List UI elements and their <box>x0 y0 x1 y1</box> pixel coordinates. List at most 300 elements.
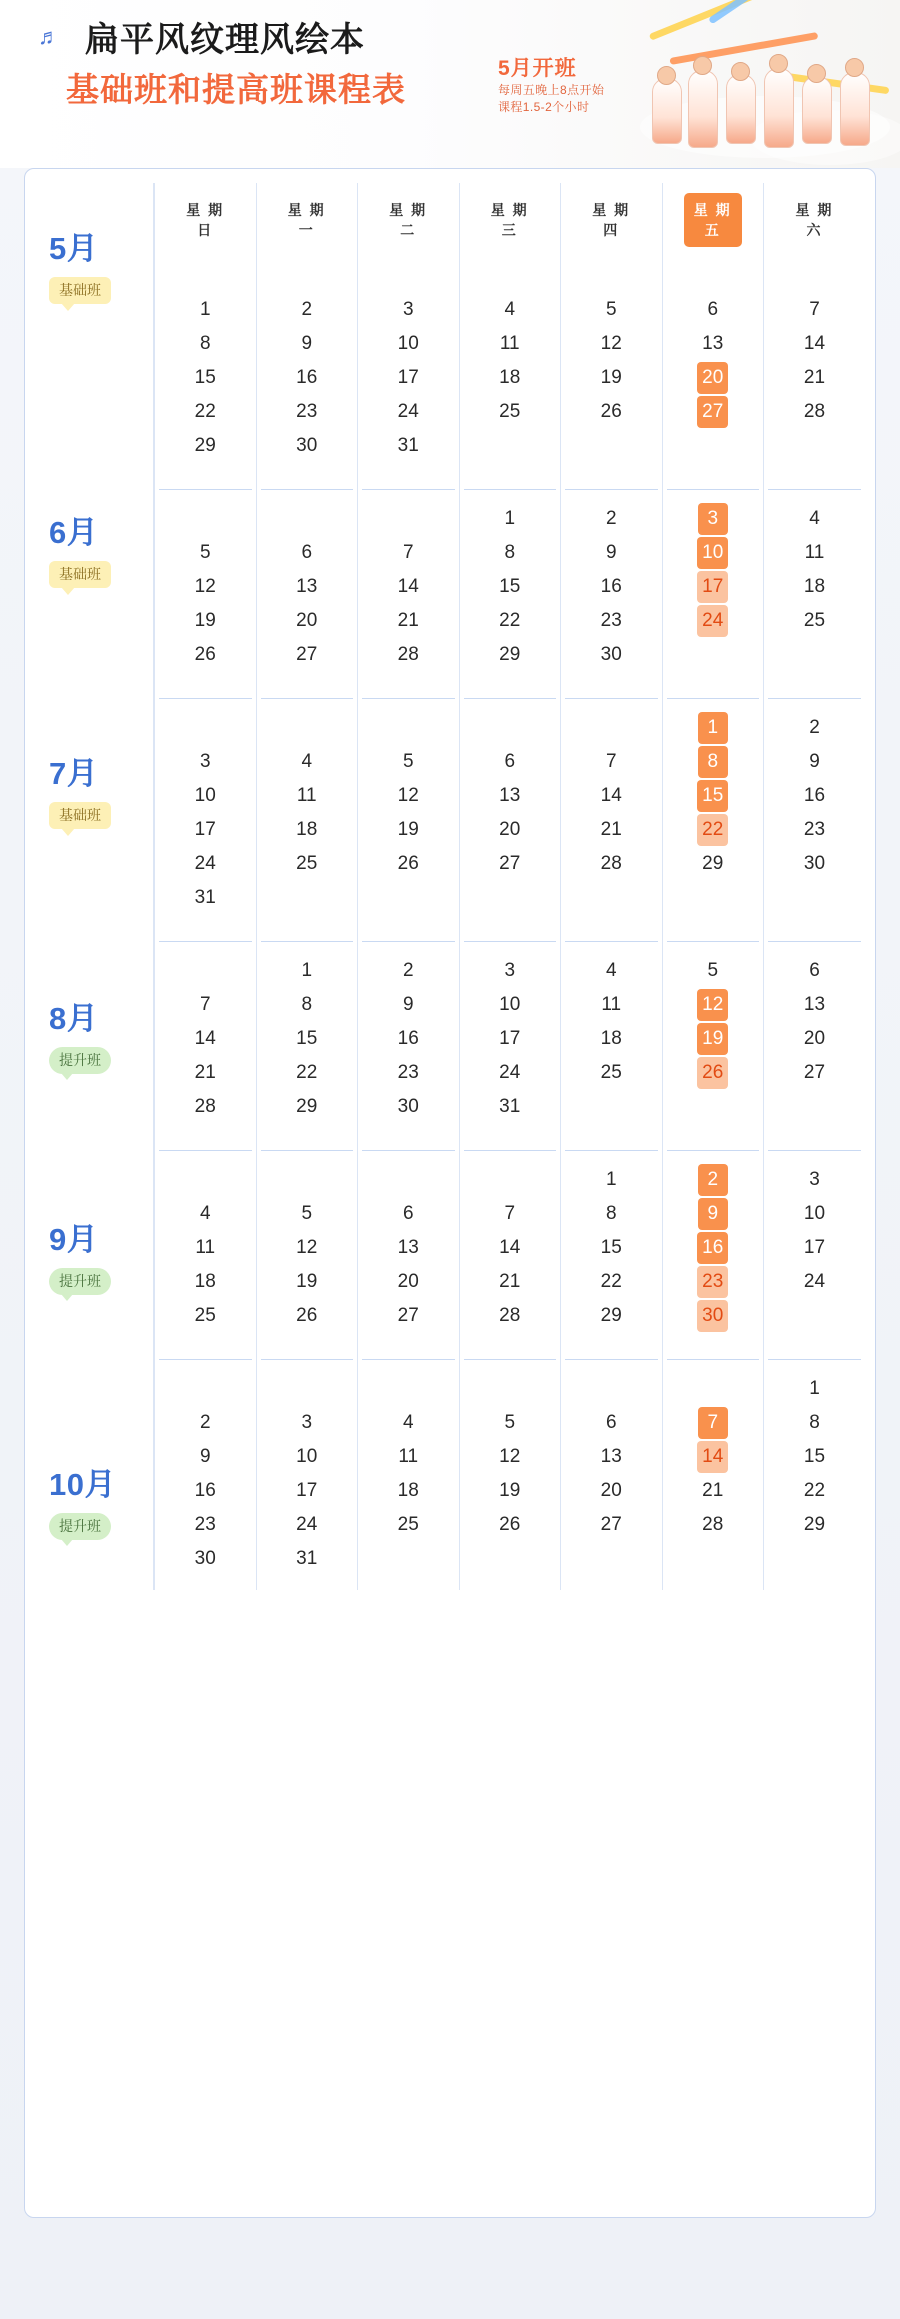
calendar-week-row <box>155 1090 866 1124</box>
calendar-day-cell[interactable] <box>561 1056 663 1090</box>
month-separator-cell <box>155 929 257 954</box>
calendar-day-cell[interactable] <box>155 1542 257 1576</box>
calendar-day-cell[interactable] <box>155 327 257 361</box>
calendar-empty-cell <box>155 711 257 745</box>
calendar-day-cell[interactable] <box>561 1163 663 1197</box>
calendar-day-cell[interactable] <box>561 1406 663 1440</box>
calendar-day-cell[interactable] <box>764 327 866 361</box>
day-number: 5 <box>199 542 211 563</box>
day-number: 20 <box>499 819 521 840</box>
calendar-day-cell[interactable] <box>256 1056 358 1090</box>
calendar-day-cell[interactable] <box>459 395 561 429</box>
calendar-day-cell[interactable] <box>155 1197 257 1231</box>
month-separator-cell <box>662 477 764 502</box>
month-name: 7月 <box>49 756 99 791</box>
calendar-day-cell[interactable] <box>561 638 663 672</box>
calendar-day-cell[interactable] <box>764 1265 866 1299</box>
month-separator-row <box>155 929 866 954</box>
day-number: 12 <box>296 1237 318 1258</box>
calendar-day-cell[interactable] <box>662 711 764 745</box>
calendar-day-cell[interactable] <box>358 536 460 570</box>
calendar-day-cell[interactable] <box>662 1163 764 1197</box>
calendar-day-cell[interactable] <box>256 779 358 813</box>
calendar-day-cell[interactable] <box>358 638 460 672</box>
calendar-day-cell[interactable] <box>459 604 561 638</box>
calendar-day-cell[interactable] <box>155 1231 257 1265</box>
calendar-day-cell[interactable] <box>358 604 460 638</box>
weekday-header-cell <box>358 183 460 259</box>
calendar-empty-cell <box>155 502 257 536</box>
calendar-day-cell[interactable] <box>662 745 764 779</box>
day-number: 30 <box>397 1096 419 1117</box>
calendar-day-cell[interactable] <box>764 847 866 881</box>
day-number: 6 <box>301 542 313 563</box>
month-separator-cell <box>662 1138 764 1163</box>
calendar-day-cell[interactable] <box>764 779 866 813</box>
calendar-day-cell[interactable] <box>256 604 358 638</box>
calendar-day-cell[interactable] <box>459 847 561 881</box>
calendar-day-cell[interactable] <box>256 813 358 847</box>
day-number: 29 <box>296 1096 318 1117</box>
calendar-body <box>155 259 866 1590</box>
calendar-day-cell[interactable] <box>155 988 257 1022</box>
calendar-day-cell[interactable] <box>561 1265 663 1299</box>
calendar-day-cell[interactable] <box>662 293 764 327</box>
calendar-day-cell[interactable] <box>358 1474 460 1508</box>
month-separator-cell <box>155 1347 257 1372</box>
calendar-day-cell[interactable] <box>459 1090 561 1124</box>
calendar-day-cell[interactable] <box>764 361 866 395</box>
calendar-day-cell[interactable] <box>155 1265 257 1299</box>
calendar-day-cell[interactable] <box>358 1265 460 1299</box>
day-number: 7 <box>199 994 211 1015</box>
month-tag: 提升班 <box>49 1268 111 1295</box>
header-illustration <box>630 0 900 168</box>
day-number: 18 <box>499 367 521 388</box>
day-number: 12 <box>194 576 216 597</box>
day-number: 27 <box>600 1514 622 1535</box>
calendar-day-cell[interactable] <box>764 1197 866 1231</box>
calendar-day-cell[interactable] <box>256 1508 358 1542</box>
calendar-day-cell[interactable] <box>459 745 561 779</box>
calendar-day-cell[interactable] <box>561 988 663 1022</box>
calendar-day-cell[interactable] <box>561 1197 663 1231</box>
calendar-day-cell[interactable] <box>155 745 257 779</box>
calendar-day-cell[interactable] <box>256 293 358 327</box>
calendar-spacer-cell <box>256 915 358 929</box>
calendar-day-cell[interactable] <box>662 395 764 429</box>
calendar-day-cell[interactable] <box>561 954 663 988</box>
calendar-day-cell[interactable] <box>764 745 866 779</box>
calendar-day-cell[interactable] <box>256 1542 358 1576</box>
day-number: 13 <box>296 576 318 597</box>
calendar-day-cell[interactable] <box>358 847 460 881</box>
calendar-empty-cell <box>662 881 764 915</box>
day-number: 25 <box>803 610 826 631</box>
calendar-day-cell[interactable] <box>155 361 257 395</box>
calendar-day-cell[interactable] <box>256 954 358 988</box>
calendar-day-cell[interactable] <box>459 361 561 395</box>
day-number: 25 <box>194 1305 216 1326</box>
calendar-day-cell[interactable] <box>358 570 460 604</box>
calendar-day-cell[interactable] <box>155 1474 257 1508</box>
day-number: 15 <box>600 1237 622 1258</box>
calendar-day-cell[interactable] <box>662 779 764 813</box>
calendar-day-cell[interactable] <box>561 1299 663 1333</box>
day-number: 3 <box>402 299 414 320</box>
day-number: 11 <box>195 1237 216 1258</box>
calendar-empty-cell <box>561 1090 663 1124</box>
calendar-day-cell[interactable] <box>459 502 561 536</box>
calendar-day-cell[interactable] <box>256 536 358 570</box>
calendar-day-cell[interactable] <box>155 429 257 463</box>
calendar-day-cell[interactable] <box>764 293 866 327</box>
calendar-day-cell[interactable] <box>561 1440 663 1474</box>
day-number: 15 <box>296 1028 318 1049</box>
calendar-week-row <box>155 988 866 1022</box>
calendar-day-cell[interactable] <box>459 1197 561 1231</box>
calendar-day-cell[interactable] <box>662 954 764 988</box>
calendar-day-cell[interactable] <box>662 1406 764 1440</box>
calendar-day-cell[interactable] <box>256 429 358 463</box>
calendar-empty-cell <box>662 259 764 293</box>
calendar-spacer-cell <box>764 1576 866 1590</box>
calendar-day-cell[interactable] <box>358 1508 460 1542</box>
calendar-empty-cell <box>256 881 358 915</box>
calendar-day-cell[interactable] <box>358 361 460 395</box>
calendar-day-cell[interactable] <box>155 779 257 813</box>
day-number: 16 <box>296 367 318 388</box>
calendar-day-cell[interactable] <box>256 1090 358 1124</box>
calendar-spacer-cell <box>459 1124 561 1138</box>
calendar-day-cell[interactable] <box>256 638 358 672</box>
calendar-day-cell[interactable] <box>764 536 866 570</box>
day-number: 8 <box>809 1412 820 1433</box>
calendar-day-cell[interactable] <box>662 570 764 604</box>
calendar-day-cell[interactable] <box>256 1197 358 1231</box>
calendar-week-row <box>155 1440 866 1474</box>
calendar-day-cell[interactable] <box>662 847 764 881</box>
calendar-day-cell[interactable] <box>662 361 764 395</box>
calendar-day-cell[interactable] <box>764 711 866 745</box>
calendar-day-cell[interactable] <box>459 813 561 847</box>
day-number: 14 <box>194 1028 216 1049</box>
calendar-day-cell[interactable] <box>764 604 866 638</box>
calendar-week-row <box>155 638 866 672</box>
calendar-day-cell[interactable] <box>764 570 866 604</box>
calendar-day-cell[interactable] <box>155 570 257 604</box>
calendar-day-cell[interactable] <box>764 813 866 847</box>
calendar-day-cell[interactable] <box>459 293 561 327</box>
calendar-day-cell[interactable] <box>358 1022 460 1056</box>
calendar-day-cell[interactable] <box>764 988 866 1022</box>
calendar-day-cell[interactable] <box>256 1406 358 1440</box>
day-number: 8 <box>301 994 313 1015</box>
calendar-day-cell[interactable] <box>358 293 460 327</box>
day-number: 26 <box>499 1514 521 1535</box>
calendar-day-cell[interactable] <box>662 1440 764 1474</box>
calendar-table <box>154 183 865 1590</box>
day-number: 9 <box>402 994 414 1015</box>
calendar-empty-cell <box>358 1542 460 1576</box>
day-number: 18 <box>397 1480 419 1501</box>
calendar-day-cell[interactable] <box>662 1265 764 1299</box>
calendar-day-cell[interactable] <box>459 1299 561 1333</box>
day-number: 18 <box>296 819 318 840</box>
calendar-day-cell[interactable] <box>256 570 358 604</box>
calendar-spacer-cell <box>358 1333 460 1347</box>
calendar-day-cell[interactable] <box>561 1231 663 1265</box>
calendar-week-row <box>155 259 866 293</box>
calendar-day-cell[interactable] <box>155 847 257 881</box>
calendar-day-cell[interactable] <box>358 429 460 463</box>
weekday-header-cell <box>764 183 866 259</box>
calendar-day-cell[interactable] <box>459 1508 561 1542</box>
calendar-day-cell[interactable] <box>155 1440 257 1474</box>
day-number: 19 <box>397 819 419 840</box>
calendar-day-cell[interactable] <box>459 327 561 361</box>
calendar-empty-cell <box>256 502 358 536</box>
calendar-day-cell[interactable] <box>155 1406 257 1440</box>
calendar-week-row <box>155 881 866 915</box>
class-day-number: 16 <box>697 1232 728 1264</box>
calendar-day-cell[interactable] <box>662 1474 764 1508</box>
day-number: 31 <box>296 1548 318 1569</box>
calendar-day-cell[interactable] <box>358 1406 460 1440</box>
month-separator-cell <box>764 929 866 954</box>
calendar-spacer-cell <box>256 1333 358 1347</box>
weekday-label: 星 期 三 <box>490 202 529 238</box>
calendar-day-cell[interactable] <box>358 1056 460 1090</box>
calendar-day-cell[interactable] <box>155 1508 257 1542</box>
month-separator-cell <box>764 477 866 502</box>
calendar-week-row <box>155 570 866 604</box>
calendar-day-cell[interactable] <box>764 1372 866 1406</box>
calendar-day-cell[interactable] <box>662 988 764 1022</box>
calendar-week-row <box>155 1265 866 1299</box>
calendar-day-cell[interactable] <box>358 779 460 813</box>
calendar-day-cell[interactable] <box>256 1231 358 1265</box>
calendar-day-cell[interactable] <box>459 988 561 1022</box>
calendar-day-cell[interactable] <box>256 1022 358 1056</box>
calendar-day-cell[interactable] <box>764 502 866 536</box>
calendar-day-cell[interactable] <box>256 327 358 361</box>
month-tag: 提升班 <box>49 1047 111 1074</box>
calendar-day-cell[interactable] <box>764 1406 866 1440</box>
day-number: 17 <box>194 819 216 840</box>
calendar-day-cell[interactable] <box>358 1231 460 1265</box>
calendar-day-cell[interactable] <box>459 779 561 813</box>
calendar-week-row <box>155 536 866 570</box>
calendar-day-cell[interactable] <box>256 1440 358 1474</box>
calendar-day-cell[interactable] <box>561 745 663 779</box>
calendar-day-cell[interactable] <box>256 1474 358 1508</box>
calendar-day-cell[interactable] <box>459 1440 561 1474</box>
calendar-day-cell[interactable] <box>459 954 561 988</box>
calendar-day-cell[interactable] <box>764 1163 866 1197</box>
calendar-day-cell[interactable] <box>662 813 764 847</box>
calendar-day-cell[interactable] <box>358 1090 460 1124</box>
calendar-day-cell[interactable] <box>764 1474 866 1508</box>
calendar-week-row <box>155 1299 866 1333</box>
calendar-day-cell[interactable] <box>764 1022 866 1056</box>
calendar-day-cell[interactable] <box>358 954 460 988</box>
calendar-day-cell[interactable] <box>155 1299 257 1333</box>
calendar-spacer-cell <box>764 1124 866 1138</box>
month-separator-cell <box>662 929 764 954</box>
day-number: 26 <box>296 1305 318 1326</box>
class-day-number: 8 <box>698 746 728 778</box>
calendar-day-cell[interactable] <box>662 1056 764 1090</box>
calendar-spacer-cell <box>561 672 663 686</box>
day-number: 1 <box>504 508 516 529</box>
calendar-day-cell[interactable] <box>155 1090 257 1124</box>
calendar-week-row <box>155 1197 866 1231</box>
day-number: 18 <box>803 576 826 597</box>
day-number: 16 <box>194 1480 216 1501</box>
calendar-day-cell[interactable] <box>662 1197 764 1231</box>
month-block <box>35 999 153 1220</box>
calendar-day-cell[interactable] <box>459 1474 561 1508</box>
calendar-day-cell[interactable] <box>662 1022 764 1056</box>
calendar-day-cell[interactable] <box>764 1440 866 1474</box>
calendar-day-cell[interactable] <box>155 536 257 570</box>
calendar-spacer-cell <box>155 463 257 477</box>
calendar-day-cell[interactable] <box>561 1508 663 1542</box>
calendar-day-cell[interactable] <box>155 638 257 672</box>
calendar-day-cell[interactable] <box>561 293 663 327</box>
calendar-day-cell[interactable] <box>256 361 358 395</box>
weekday-label: 星 期 一 <box>287 202 326 238</box>
calendar-day-cell[interactable] <box>155 395 257 429</box>
calendar-day-cell[interactable] <box>561 570 663 604</box>
calendar-day-cell[interactable] <box>561 395 663 429</box>
calendar-day-cell[interactable] <box>561 1022 663 1056</box>
calendar-day-cell[interactable] <box>662 502 764 536</box>
music-note-icon: ♬ <box>38 24 60 49</box>
calendar-day-cell[interactable] <box>459 536 561 570</box>
calendar-day-cell[interactable] <box>256 988 358 1022</box>
calendar-day-cell[interactable] <box>764 1231 866 1265</box>
calendar-day-cell[interactable] <box>358 395 460 429</box>
calendar-day-cell[interactable] <box>459 638 561 672</box>
calendar-day-cell[interactable] <box>764 954 866 988</box>
calendar-spacer-cell <box>662 1333 764 1347</box>
calendar-empty-cell <box>561 881 663 915</box>
day-number: 10 <box>803 1203 826 1224</box>
calendar-day-cell[interactable] <box>155 293 257 327</box>
calendar-day-cell[interactable] <box>764 1508 866 1542</box>
calendar-day-cell[interactable] <box>155 1022 257 1056</box>
calendar-day-cell[interactable] <box>358 813 460 847</box>
calendar-day-cell[interactable] <box>662 1508 764 1542</box>
calendar-day-cell[interactable] <box>561 327 663 361</box>
calendar-day-cell[interactable] <box>256 1299 358 1333</box>
calendar-spacer-cell <box>459 1333 561 1347</box>
class-day-number: 14 <box>697 1441 728 1473</box>
calendar-week-row <box>155 711 866 745</box>
calendar-day-cell[interactable] <box>662 536 764 570</box>
calendar-day-cell[interactable] <box>459 1406 561 1440</box>
calendar-day-cell[interactable] <box>256 745 358 779</box>
calendar-day-cell[interactable] <box>459 1022 561 1056</box>
day-number: 19 <box>296 1271 318 1292</box>
calendar-day-cell[interactable] <box>155 1056 257 1090</box>
day-number: 30 <box>600 644 622 665</box>
day-number: 22 <box>296 1062 318 1083</box>
calendar-week-row <box>155 293 866 327</box>
weekday-header-cell <box>256 183 358 259</box>
calendar-day-cell[interactable] <box>662 327 764 361</box>
calendar-day-cell[interactable] <box>662 604 764 638</box>
day-number: 4 <box>504 299 516 320</box>
calendar-day-cell[interactable] <box>256 1265 358 1299</box>
day-number: 30 <box>803 853 826 874</box>
calendar-day-cell[interactable] <box>358 1440 460 1474</box>
calendar-day-cell[interactable] <box>459 1056 561 1090</box>
calendar-day-cell[interactable] <box>561 502 663 536</box>
calendar-day-cell[interactable] <box>764 395 866 429</box>
calendar-day-cell[interactable] <box>358 327 460 361</box>
class-day-number: 30 <box>697 1300 728 1332</box>
month-block <box>35 1465 153 1540</box>
calendar-day-cell[interactable] <box>662 1299 764 1333</box>
day-number: 27 <box>397 1305 419 1326</box>
day-number: 29 <box>499 644 521 665</box>
calendar-day-cell[interactable] <box>256 395 358 429</box>
calendar-day-cell[interactable] <box>358 1299 460 1333</box>
day-number: 19 <box>600 367 622 388</box>
calendar-day-cell[interactable] <box>155 813 257 847</box>
calendar-spacer-cell <box>358 1576 460 1590</box>
calendar-day-cell[interactable] <box>662 1231 764 1265</box>
calendar-day-cell[interactable] <box>459 1231 561 1265</box>
calendar-spacer-cell <box>358 915 460 929</box>
calendar-day-cell[interactable] <box>358 1197 460 1231</box>
calendar-day-cell[interactable] <box>155 881 257 915</box>
calendar-week-row <box>155 1372 866 1406</box>
month-separator-cell <box>155 477 257 502</box>
day-number: 19 <box>499 1480 521 1501</box>
calendar-day-cell[interactable] <box>764 1056 866 1090</box>
calendar-day-cell[interactable] <box>561 847 663 881</box>
calendar-day-cell[interactable] <box>459 1265 561 1299</box>
calendar-day-cell[interactable] <box>358 988 460 1022</box>
month-separator-cell <box>764 1138 866 1163</box>
calendar-empty-cell <box>155 1163 257 1197</box>
calendar-card <box>24 168 876 2218</box>
calendar-spacer-cell <box>358 463 460 477</box>
day-number: 30 <box>296 435 318 456</box>
calendar-spacer-cell <box>256 672 358 686</box>
calendar-day-cell[interactable] <box>561 813 663 847</box>
calendar-day-cell[interactable] <box>561 361 663 395</box>
calendar-day-cell[interactable] <box>561 779 663 813</box>
calendar-day-cell[interactable] <box>256 847 358 881</box>
calendar-day-cell[interactable] <box>155 604 257 638</box>
calendar-day-cell[interactable] <box>358 745 460 779</box>
calendar-day-cell[interactable] <box>561 536 663 570</box>
day-number: 3 <box>301 1412 313 1433</box>
day-number: 20 <box>296 610 318 631</box>
calendar-spacer-row <box>155 672 866 686</box>
calendar-day-cell[interactable] <box>459 570 561 604</box>
calendar-day-cell[interactable] <box>561 604 663 638</box>
calendar-day-cell[interactable] <box>561 1474 663 1508</box>
day-number: 31 <box>194 887 216 908</box>
day-number: 24 <box>499 1062 521 1083</box>
day-number: 17 <box>397 367 419 388</box>
